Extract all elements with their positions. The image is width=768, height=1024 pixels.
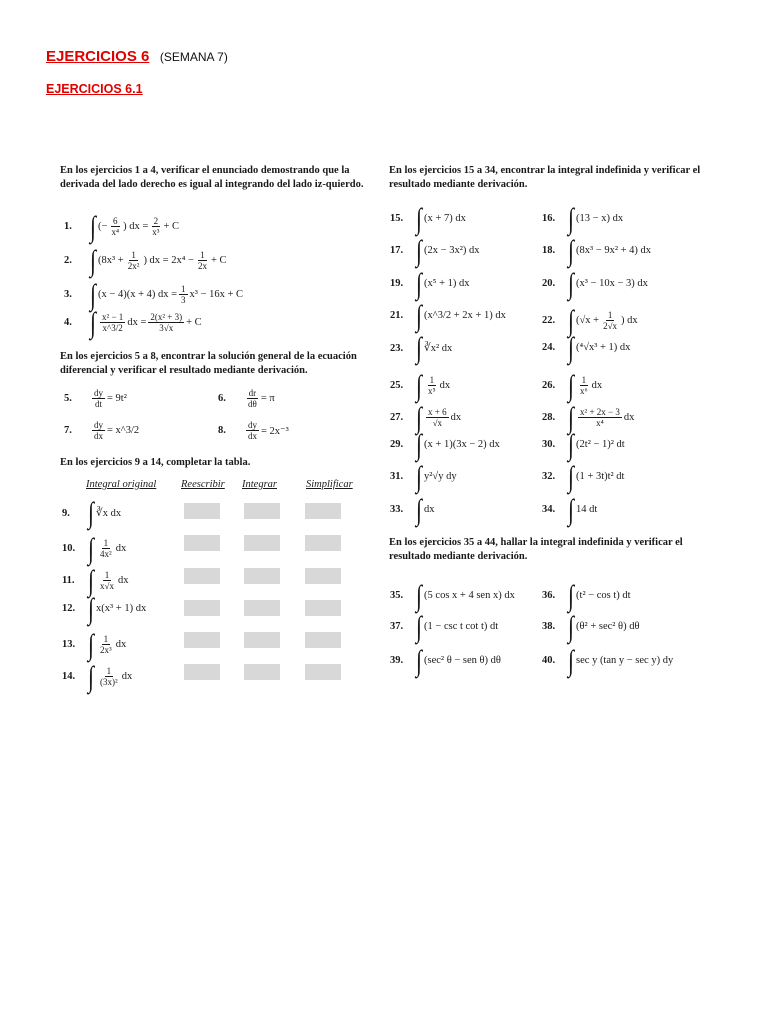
instruction-text: En los ejercicios 5 a 8, encontrar la solución general de la ecuación diferencial y verificar el resultado mediante derivación. [60,351,357,376]
table-header-original: Integral original [86,479,157,490]
expr-b: dx [121,671,133,682]
expr-a: (θ² + sec² θ) dθ [576,621,640,632]
exercise-number: 23. [390,342,404,354]
instruction-text: En los ejercicios 15 a 34, encontrar la integral indefinida y verificar el resultado mediante derivación. [389,165,701,190]
left-intro-2 [60,350,365,378]
expr-b: dx = [127,317,147,328]
fraction: $\frac{dr}{d\theta}$ [248,388,257,409]
integral-sign: ∫ [568,399,575,434]
answer-box[interactable] [184,664,220,680]
expr-rhs: = 2x⁻³ [261,425,289,437]
table-header-reescribir: Reescribir [181,479,225,490]
expr-b: ) dx [621,315,638,326]
expr-a: (1 − csc t cot t) dt [424,621,499,632]
exercise-32 [542,458,625,493]
expr-a: (8x³ + [98,255,124,266]
exercise-number: 36. [542,590,556,601]
exercise-6 [218,388,275,409]
fraction: $\frac{1}{\text{(3x)²}}$ [100,666,118,687]
instruction-text: En los ejercicios 35 a 44, hallar la integral indefinida y verificar el resultado mediante derivación. [389,537,683,562]
expr-a: (2t² − 1)² dt [576,439,625,450]
answer-box[interactable] [244,535,280,551]
integral-sign: ∫ [568,329,575,364]
exercise-number: 4. [64,317,72,328]
exercise-21 [390,297,506,332]
integral-sign: ∫ [568,642,575,677]
answer-box[interactable] [184,600,220,616]
integral-sign: ∫ [416,491,423,526]
integral-sign: ∫ [416,200,423,235]
integral-sign: ∫ [416,367,423,402]
instruction-text: En los ejercicios 1 a 4, verificar el enunciado demostrando que la derivada del lado derecho es igual al integrando del lado iz-quierdo. [60,165,364,190]
exercise-number: 27. [390,412,404,423]
exercise-22 [542,302,638,337]
integral-sign: ∫ [416,399,423,434]
exercise-number: 28. [542,412,556,423]
exercise-24 [542,329,631,364]
expr-b: dx [117,575,129,586]
fraction: $\frac{dy}{dx}$ [94,420,103,441]
expr-a: (√x + [576,315,600,326]
fraction: $\frac{dy}{dx}$ [248,420,257,441]
exercise-number: 20. [542,278,556,289]
table-header-integrar: Integrar [242,479,277,490]
expr-a: x(x³ + 1) dx [96,603,147,614]
exercise-number: 7. [64,425,72,436]
integral-sign: ∫ [88,658,95,693]
table-row [62,530,127,565]
left-intro-3 [60,456,365,470]
answer-box[interactable] [244,600,280,616]
table-row [62,658,133,693]
exercise-33 [390,491,435,526]
expr-a: ∛x² dx [424,343,453,354]
answer-box[interactable] [305,600,341,616]
exercise-number: 22. [542,315,556,326]
exercise-number: 1. [64,221,72,232]
answer-box[interactable] [184,503,220,519]
integral-sign: ∫ [416,330,423,365]
answer-box[interactable] [184,632,220,648]
answer-box[interactable] [305,568,341,584]
expr-rhs: = x^3/2 [107,425,140,436]
expr-a: 14 dt [576,504,598,515]
table-row [62,590,147,625]
exercise-26 [542,367,603,402]
exercise-number: 12. [62,603,76,614]
integral-sign: ∫ [416,297,423,332]
answer-box[interactable] [305,503,341,519]
exercise-38 [542,608,640,643]
exercise-number: 14. [62,671,76,682]
exercise-16 [542,200,624,235]
exercise-2 [64,242,227,277]
exercise-7 [64,420,139,441]
exercise-number: 24. [542,342,556,353]
fraction: $\frac{\text{2(x² + 3)}}{3√x}$ [150,312,183,333]
exercise-19 [390,265,470,300]
expr-a: y²√y dy [424,471,457,482]
fraction: $\frac{1}{\text{2x³}}$ [100,634,112,655]
answer-box[interactable] [184,568,220,584]
integral-sign: ∫ [568,577,575,612]
exercise-number: 33. [390,504,404,515]
expr-c: + C [163,221,180,232]
integral-sign: ∫ [90,276,97,311]
fraction: $\frac{1}{3}$ [181,284,186,305]
answer-box[interactable] [305,632,341,648]
integral-sign: ∫ [416,426,423,461]
exercise-28 [542,399,635,434]
fraction: $\frac{1}{2x}$ [197,250,207,271]
exercise-27 [390,399,462,434]
table-row [62,495,122,530]
answer-box[interactable] [244,664,280,680]
exercise-number: 29. [390,439,404,450]
expr-b: ) dx = 2x⁴ − [143,255,194,266]
expr-rhs: = π [260,393,275,404]
exercise-number: 40. [542,655,556,666]
document-header [46,48,228,66]
integral-sign: ∫ [568,491,575,526]
exercise-number: 26. [542,380,556,391]
exercise-37 [390,608,499,643]
exercise-number: 32. [542,471,556,482]
expr-a: (⁴√x³ + 1) dx [576,342,631,353]
expr-a: (8x³ − 9x² + 4) dx [576,245,652,256]
expr-b: dx [115,543,127,554]
fraction: $\frac{1}{2√x}$ [603,310,618,331]
fraction: $\frac{1}{\text{2x²}}$ [127,250,140,271]
integral-sign: ∫ [416,608,423,643]
expr-b: ) dx = [123,221,149,232]
answer-box[interactable] [244,503,280,519]
exercise-number: 5. [64,393,72,404]
expr-c: + C [210,255,227,266]
exercise-30 [542,426,625,461]
integral-sign: ∫ [416,642,423,677]
integral-sign: ∫ [568,200,575,235]
exercise-number: 21. [390,310,404,321]
exercise-number: 2. [64,255,72,266]
exercise-number: 18. [542,245,556,256]
integral-sign: ∫ [568,367,575,402]
left-intro-1 [60,164,365,192]
exercise-23 [390,330,453,365]
exercise-number: 3. [64,289,72,300]
exercise-number: 6. [218,393,226,404]
exercise-number: 37. [390,621,404,632]
integral-sign: ∫ [88,495,95,530]
exercise-36 [542,577,631,612]
expr-a: (x + 7) dx [424,213,466,224]
document-title: EJERCICIOS 6 [46,48,150,65]
integral-sign: ∫ [88,530,95,565]
exercise-40 [542,642,674,677]
expr-a: (x³ − 10x − 3) dx [576,278,648,289]
integral-sign: ∫ [416,265,423,300]
answer-box[interactable] [305,664,341,680]
expr-a: (x − 4)(x + 4) dx = [98,289,178,300]
integral-sign: ∫ [568,302,575,337]
expr-a: (sec² θ − sen θ) dθ [424,655,501,666]
fraction: $\frac{dy}{dt}$ [94,388,103,409]
exercise-number: 9. [62,507,70,519]
integral-sign: ∫ [416,577,423,612]
exercise-29 [390,426,500,461]
integral-sign: ∫ [90,304,97,339]
exercise-39 [390,642,501,677]
integral-sign: ∫ [416,458,423,493]
exercise-4 [64,304,202,339]
exercise-3 [64,276,244,311]
fraction: $\frac{\text{x² − 1}}{x\^{}3/2}$ [102,312,124,333]
exercise-number: 39. [390,655,404,666]
expr-a: sec y (tan y − sec y) dy [576,655,674,666]
exercise-number: 30. [542,439,556,450]
week-label: (SEMANA 7) [159,50,228,64]
exercise-20 [542,265,648,300]
expr-a: (2x − 3x²) dx [424,245,480,256]
expr-b: dx [591,380,603,391]
exercise-number: 17. [390,245,404,256]
answer-box[interactable] [305,535,341,551]
expr-a: (− [98,221,108,232]
exercise-25 [390,367,451,402]
integral-sign: ∫ [90,242,97,277]
integral-sign: ∫ [568,232,575,267]
table-row [62,562,129,597]
exercise-number: 8. [218,425,226,436]
exercise-1 [64,208,180,243]
expr-b: dx [623,412,635,423]
exercise-number: 25. [390,380,404,391]
exercise-31 [390,458,457,493]
expr-a: ∛x dx [96,508,122,519]
integral-sign: ∫ [88,590,95,625]
answer-box[interactable] [244,632,280,648]
exercise-number: 15. [390,213,404,224]
fraction: $\frac{1}{x√x}$ [100,570,114,591]
fraction: $\frac{6}{\text{x⁴}}$ [111,216,120,237]
fraction: $\frac{1}{\text{x⁵}}$ [428,375,436,396]
expr-a: (x^3/2 + 2x + 1) dx [424,310,506,321]
exercise-number: 16. [542,213,556,224]
exercise-number: 35. [390,590,404,601]
exercise-34 [542,491,598,526]
expr-b: dx [450,412,462,423]
fraction: $\frac{\text{x² + 2x − 3}}{\text{x⁴}}$ [580,407,620,428]
right-intro-2 [389,536,707,564]
expr-b: dx [115,639,127,650]
exercise-number: 34. [542,504,556,515]
table-header-simplificar: Simplificar [306,479,353,490]
exercise-5 [64,388,127,409]
expr-a: dx [424,504,435,515]
exercise-number: 13. [62,639,76,650]
exercise-number: 19. [390,278,404,289]
instruction-text: En los ejercicios 9 a 14, completar la tabla. [60,457,251,468]
expr-a: (13 − x) dx [576,213,624,224]
integral-sign: ∫ [416,232,423,267]
integral-sign: ∫ [90,208,97,243]
integral-sign: ∫ [568,426,575,461]
answer-box[interactable] [244,568,280,584]
expr-a: (x + 1)(3x − 2) dx [424,439,500,450]
table-row [62,626,127,661]
exercise-number: 10. [62,543,76,554]
fraction: $\frac{x + 6}{√x}$ [428,407,447,428]
expr-b: x³ − 16x + C [189,289,244,300]
fraction: $\frac{2}{\text{x³}}$ [152,216,160,237]
answer-box[interactable] [184,535,220,551]
expr-a: (1 + 3t)t² dt [576,471,625,482]
integral-sign: ∫ [88,626,95,661]
integral-sign: ∫ [88,562,95,597]
fraction: $\frac{1}{\text{4x²}}$ [100,538,112,559]
expr-b: dx [439,380,451,391]
exercise-number: 31. [390,471,404,482]
exercise-17 [390,232,480,267]
exercise-18 [542,232,652,267]
integral-sign: ∫ [568,265,575,300]
fraction: $\frac{1}{\text{x⁶}}$ [580,375,588,396]
exercise-number: 38. [542,621,556,632]
section-subtitle: EJERCICIOS 6.1 [46,82,143,96]
expr-a: (5 cos x + 4 sen x) dx [424,590,515,601]
right-intro-1 [389,164,707,192]
integral-sign: ∫ [568,458,575,493]
expr-a: (t² − cos t) dt [576,590,631,601]
exercise-number: 11. [62,575,75,586]
integral-sign: ∫ [568,608,575,643]
exercise-15 [390,200,466,235]
exercise-35 [390,577,515,612]
expr-c: + C [186,317,202,328]
expr-rhs: = 9t² [107,393,127,404]
exercise-8 [218,420,289,441]
expr-a: (x⁵ + 1) dx [424,278,470,289]
